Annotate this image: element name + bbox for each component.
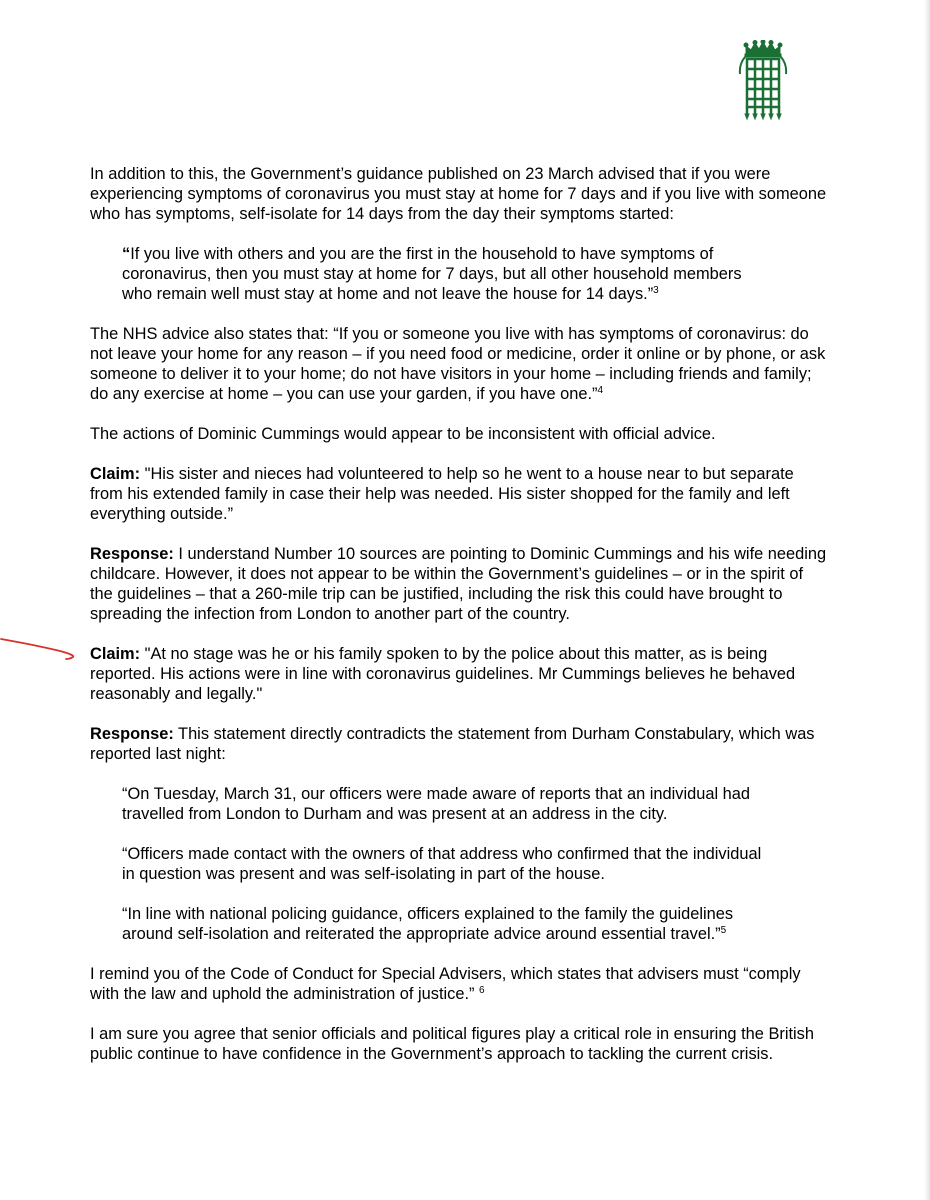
- paragraph: [90, 424, 830, 444]
- red-pen-mark-icon: [0, 630, 90, 670]
- quote-paragraph: [122, 784, 762, 824]
- footnote-marker: 5: [720, 925, 727, 936]
- paragraph-text: In addition to this, the Government’s guidance published on 23 March advised that if you were experiencing symptoms of coronavirus you must stay at home for 7 days and if you live with someone who has symptoms, self-isolate for 14 days from the day their symptoms started:: [90, 165, 827, 223]
- page-edge-shadow: [924, 0, 930, 1200]
- document-body: [90, 164, 830, 1084]
- paragraph-text: "At no stage was he or his family spoken to by the police about this matter, as is being reported. His actions were in line with coronavirus guidelines. Mr Cummings believes he behaved reasonably and legally.": [90, 645, 796, 703]
- labeled-paragraph: [90, 644, 830, 704]
- paragraph: [90, 1024, 830, 1064]
- paragraph-text: The actions of Dominic Cummings would appear to be inconsistent with official advice.: [90, 425, 716, 443]
- quote-paragraph: [122, 904, 762, 944]
- labeled-paragraph: [90, 544, 830, 624]
- paragraph-text: “On Tuesday, March 31, our officers were made aware of reports that an individual had travelled from London to Durham and was present at an address in the city.: [122, 785, 751, 823]
- paragraph-text: If you live with others and you are the first in the household to have symptoms of coronavirus, then you must stay at home for 7 days, but all other household members who remain well must stay at home and not leave the house for 14 days.”: [122, 245, 742, 303]
- portcullis-logo-icon: [738, 40, 788, 120]
- labeled-paragraph: [90, 724, 830, 764]
- footnote-marker: 3: [653, 285, 659, 296]
- paragraph-text: This statement directly contradicts the statement from Durham Constabulary, which was reported last night:: [90, 725, 815, 763]
- paragraph-label: Claim:: [90, 645, 141, 663]
- quote-paragraph: [122, 244, 762, 304]
- paragraph-text: “In line with national policing guidance, officers explained to the family the guidelines around self-isolation and reiterated the appropriate advice around essential travel.”: [122, 905, 734, 943]
- paragraph-label: Claim:: [90, 465, 141, 483]
- paragraph-text: I understand Number 10 sources are pointing to Dominic Cummings and his wife needing childcare. However, it does not appear to be within the Government’s guidelines – or in the spirit of the guidelines – that a 260-mile trip can be justified, including the risk this could have brought to spreading the infection from London to another part of the country.: [90, 545, 827, 623]
- paragraph: [90, 164, 830, 224]
- paragraph-label: Response:: [90, 725, 174, 743]
- paragraph-label: Response:: [90, 545, 174, 563]
- paragraph: [90, 324, 830, 404]
- paragraph-text: “Officers made contact with the owners of that address who confirmed that the individual in question was present and was self-isolating in part of the house.: [122, 845, 762, 883]
- quote-paragraph: [122, 844, 762, 884]
- labeled-paragraph: [90, 464, 830, 524]
- paragraph: [90, 964, 830, 1004]
- paragraph-text: I remind you of the Code of Conduct for Special Advisers, which states that advisers must “comply with the law and uphold the administration of justice.”: [90, 965, 801, 1003]
- footnote-marker: 4: [597, 385, 604, 396]
- footnote-marker: 6: [479, 985, 485, 996]
- paragraph-text: "His sister and nieces had volunteered to help so he went to a house near to but separate from his extended family in case their help was needed. His sister shopped for the family and left everything outside.”: [90, 465, 794, 523]
- quote-open-mark: “: [122, 245, 131, 263]
- paragraph-text: The NHS advice also states that: “If you or someone you live with has symptoms of coronavirus: do not leave your home for any reason – if you need food or medicine, order it online or by phone, or ask someone to deliver it to your home; do not have visitors in your home – including friends and family; do any exercise at home – you can use your garden, if you have one.”: [90, 325, 826, 403]
- paragraph-text: I am sure you agree that senior officials and political figures play a critical role in ensuring the British public continue to have confidence in the Government’s approach to tackling the current crisis.: [90, 1025, 814, 1063]
